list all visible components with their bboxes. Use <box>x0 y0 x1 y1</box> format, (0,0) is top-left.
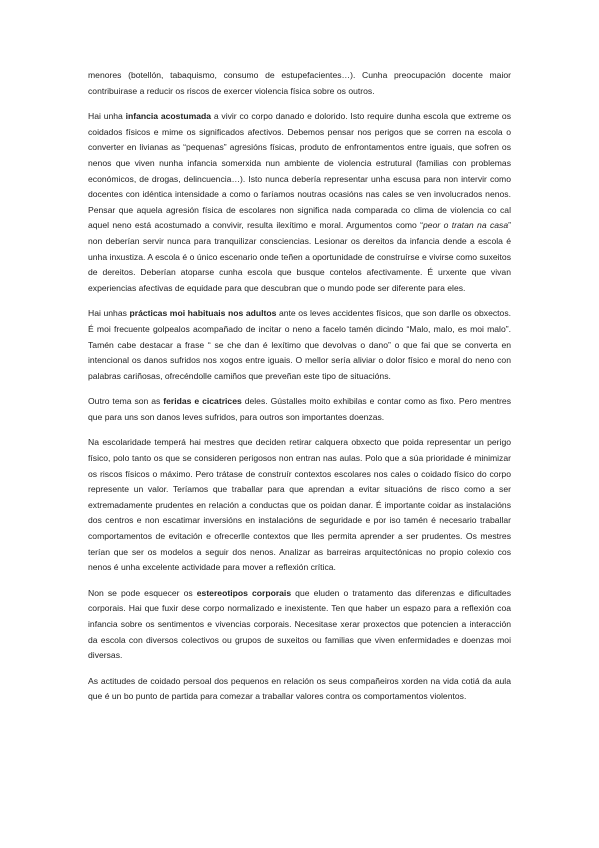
paragraph-7 <box>88 674 511 705</box>
paragraph-6 <box>88 586 511 664</box>
paragraph-text: Na escolaridade temperá hai mestres que deciden retirar calquera obxecto que poida representar un perigo físico, polo tanto os que se consideren perigosos non entran nas aulas. Polo que a súa prioridade é minimizar os riscos físicos o máximo. Pero trátase de construír contextos escolares nos cales o coidado físico do corpo represente un valor. Teríamos que traballar para que aprendan a evitar situacións de risco como a ser extremadamente prudentes en relación a conductas que os poidan danar. É importante coidar as instalacións dos centros e non escatimar inversións en instalacións de seguridade e por iso tamén é necesario traballar comportamentos de evitación e ofrecerlle contextos que lles permita aprender a ser prudentes. Os mestres terían que ser os modelos a seguir dos nenos. Analizar as barreiras arquitectónicas no propio colexio cos nenos é unha excelente actividade para mover a reflexión crítica. <box>88 437 511 573</box>
paragraph-text: ” non deberían servir nunca para tranquilizar consciencias. Lesionar os dereitos da infancia dende a escola é unha inxustiza. A escola é o único escenario onde teñen a oportunidade de construírse e vivirse como suxeitos de dereitos. Deberían atoparse cunha escola que busque contelos afectivamente. É urxente que vivan experiencias afectivas de equidade para que descubran que o mundo pode ser diferente para eles. <box>88 220 512 293</box>
paragraph-2 <box>88 109 511 296</box>
paragraph-1 <box>88 68 511 99</box>
bold-term: infancia acostumada <box>125 111 212 122</box>
paragraph-text: ante os leves accidentes físicos, que son darlle os obxectos. É moi frecuente golpealos acompañado de incitar o neno a facelo tamén dicindo “Malo, malo, es moi malo”. Tamén cabe destacar a frase “ se che dan é lexítimo que devolvas o dano” o que fai que se converta en intencional os danos sufridos nos xogos entre iguais. O mellor sería aliviar o dolor físico e moral do neno con palabras cariñosas, ofrecéndolle camiños que preveñan este tipo de situacións. <box>88 308 511 381</box>
paragraph-text: Hai unhas <box>88 308 130 319</box>
paragraph-text: menores (botellón, tabaquismo, consumo de estupefacientes…). Cunha preocupación docente maior contribuirase a reducir os riscos de exercer violencia física sobre os outros. <box>88 70 511 96</box>
paragraph-text: deles. Gústalles moito exhibilas e contar como as fixo. Pero mentres que para uns son danos leves sufridos, para outros son importantes doenzas. <box>88 396 511 422</box>
paragraph-4 <box>88 394 511 425</box>
paragraph-text: que eluden o tratamento das diferenzas e dificultades corporais. Hai que fuxir dese corpo normalizado e inexistente. Ten que haber un espazo para a reflexión coa infancia sobre os sentimentos e vivencias corporais. Necesitase xerar proxectos que potencien a interacción da escola con diversos colectivos ou grupos de suxeitos ou familias que viven enfermidades e doenzas moi diversas. <box>88 587 511 661</box>
bold-term: feridas e cicatrices <box>163 396 242 407</box>
bold-term: prácticas moi habituais nos adultos <box>129 308 277 319</box>
paragraph-text: As actitudes de coidado persoal dos pequenos en relación os seus compañeiros xorden na vida cotiá da aula que é un bo punto de partida para comezar a traballar valores contra os comportamentos violentos. <box>88 675 511 702</box>
paragraph-3 <box>88 306 511 384</box>
italic-quote: peor o tratan na casa <box>423 220 509 231</box>
paragraph-text: a vivir co corpo danado e dolorido. Isto require dunha escola que extreme os coidados físicos e mime os significados afectivos. Debemos pensar nos perigos que se corren na escola o converter en livianas as “pequenas” agresións físicas, produto de enfrontamentos entre iguais, que sofren os nenos que viven nunha infancia somerxida nun ambiente de violencia estrutural (familias con problemas económicos, de drogas, delincuencia…). Isto nunca debería representar unha escusa para non intervir como docentes con idéntica intensidade a como o faríamos noutras ocasións nas cales se ven involucrados nenos. Pensar que aquela agresión física de escolares non significa nada comparada co clima de violencia co cal aquel neno está acostumado a convivir, resulta ilexítimo e moral. Argumentos como “ <box>88 111 511 231</box>
paragraph-text: Outro tema son as <box>88 396 164 407</box>
paragraph-text: Non se pode esquecer os <box>88 587 197 598</box>
paragraph-text: Hai unha <box>88 111 126 122</box>
bold-term: estereotipos corporais <box>196 587 292 598</box>
paragraph-5 <box>88 435 511 575</box>
